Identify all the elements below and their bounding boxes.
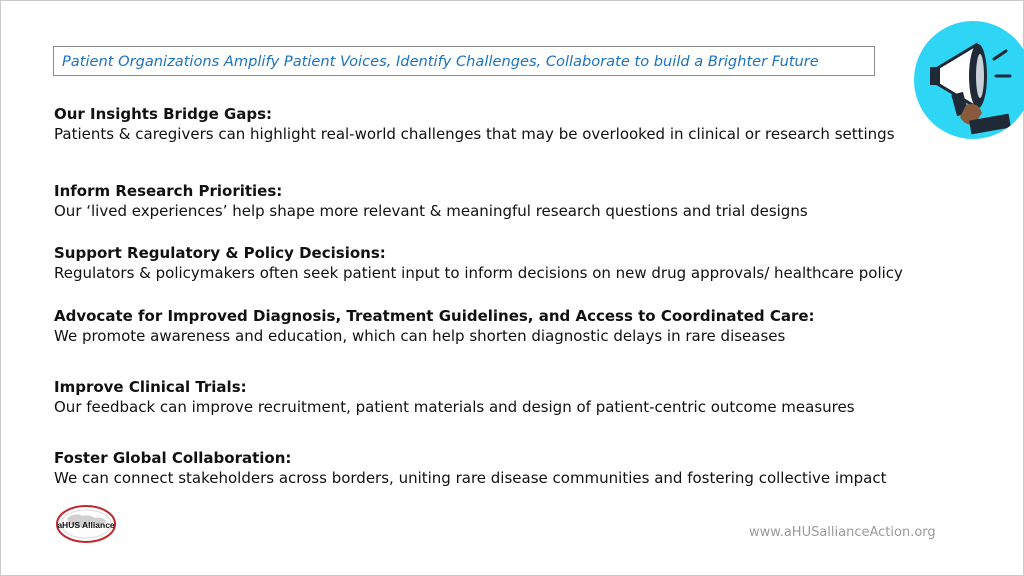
section-advocate	[54, 306, 815, 347]
section-heading: Foster Global Collaboration:	[54, 449, 292, 467]
slide-title: Patient Organizations Amplify Patient Voices, Identify Challenges, Collaborate to build a Brighter Future	[53, 46, 875, 76]
section-insights	[54, 104, 895, 145]
megaphone-icon	[914, 21, 1024, 139]
section-text: Regulators & policymakers often seek patient input to inform decisions on new drug approvals/ healthcare policy	[54, 264, 903, 282]
section-heading: Inform Research Priorities:	[54, 182, 283, 200]
section-research	[54, 181, 808, 222]
section-heading: Our Insights Bridge Gaps:	[54, 105, 273, 123]
section-heading: Advocate for Improved Diagnosis, Treatment Guidelines, and Access to Coordinated Care:	[54, 307, 815, 325]
section-text: Patients & caregivers can highlight real-world challenges that may be overlooked in clinical or research settings	[54, 125, 895, 143]
section-text: We can connect stakeholders across borders, uniting rare disease communities and fostering collective impact	[54, 469, 887, 487]
section-trials	[54, 377, 855, 418]
section-text: We promote awareness and education, which can help shorten diagnostic delays in rare diseases	[54, 327, 786, 345]
footer-url[interactable]: www.aHUSallianceAction.org	[749, 525, 936, 540]
section-collaboration	[54, 448, 887, 489]
section-text: Our feedback can improve recruitment, patient materials and design of patient-centric outcome measures	[54, 398, 855, 416]
logo-text: aHUS Alliance	[57, 520, 115, 530]
section-text: Our ‘lived experiences’ help shape more relevant & meaningful research questions and trial designs	[54, 202, 808, 220]
ahus-alliance-logo	[55, 504, 117, 544]
section-heading: Improve Clinical Trials:	[54, 378, 247, 396]
section-regulatory	[54, 243, 903, 284]
section-heading: Support Regulatory & Policy Decisions:	[54, 244, 386, 262]
